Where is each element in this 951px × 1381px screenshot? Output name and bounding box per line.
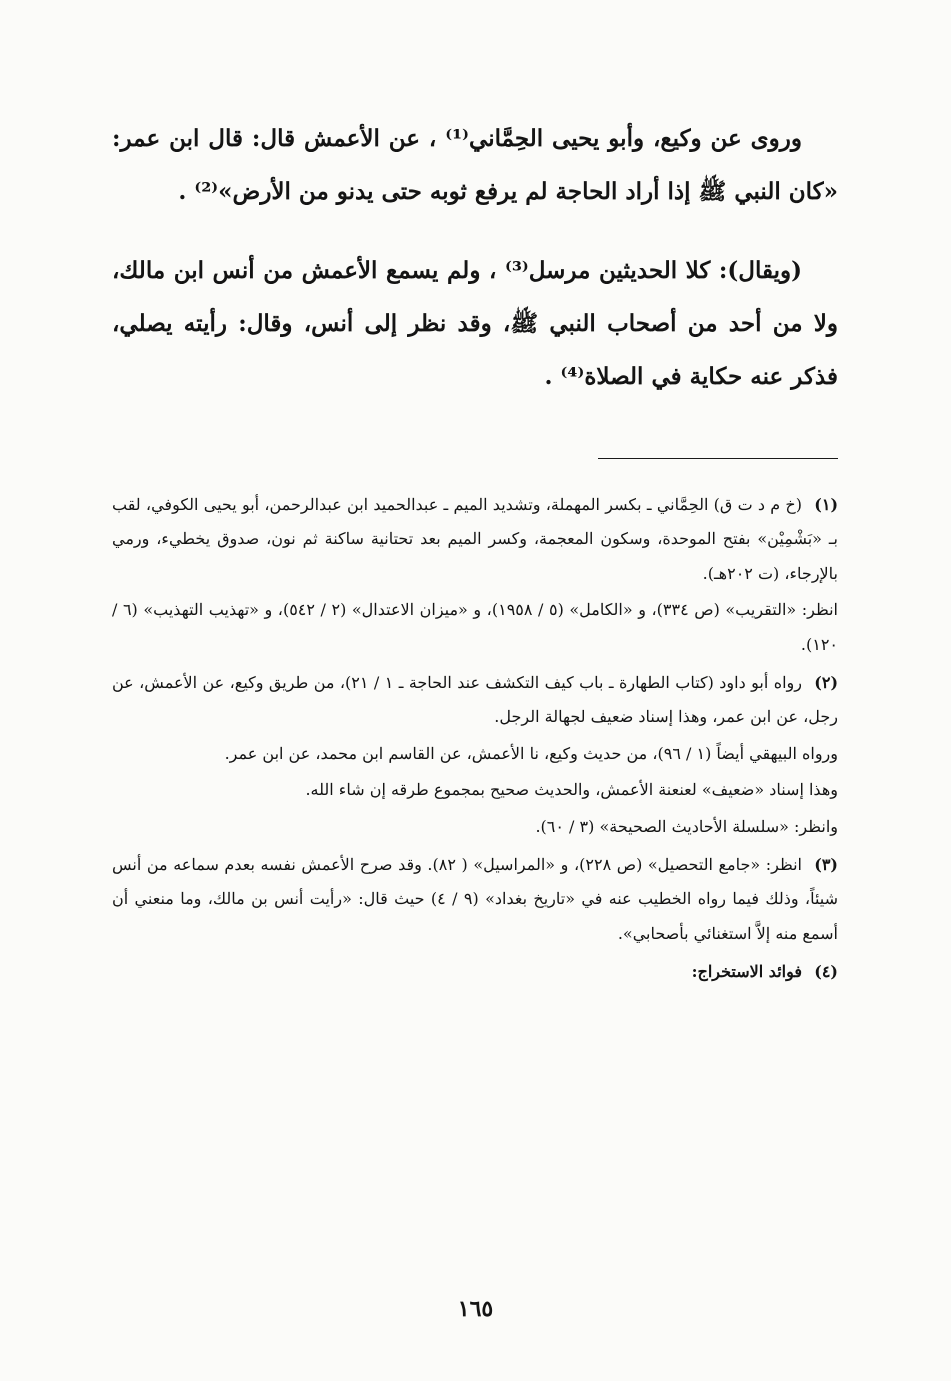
footnote-extra: ورواه البيهقي أيضاً (١ / ٩٦)، من حديث وكيع، نا الأعمش، عن القاسم ابن محمد، عن ابن عمر.: [224, 743, 838, 763]
footnote-marker: (٣): [814, 855, 838, 875]
footnote-4: [112, 955, 838, 989]
main-paragraph: [112, 244, 838, 403]
footnote-marker: (٤): [814, 962, 838, 982]
footnote-2: [112, 666, 838, 844]
main-text: [112, 112, 838, 403]
page-number: ١٦٥: [457, 1296, 494, 1322]
footnote-separator: [598, 458, 838, 459]
main-paragraph-text: وروى عن وكيع، وأبو يحيى الحِمَّاني⁽¹⁾ ، عن الأعمش قال: قال ابن عمر: «كان النبي ﷺ إذا أراد الحاجة لم يرفع ثوبه حتى يدنو من الأرض»⁽²⁾ .: [112, 125, 838, 205]
footnote-3: [112, 848, 838, 951]
footnote-1: [112, 488, 838, 662]
footnote-text: انظر: «جامع التحصيل» (ص ٢٢٨)، و «المراسيل» ( ٨٢). وقد صرح الأعمش نفسه بعدم سماعه من أنس شيئاً، وذلك فيما رواه الخطيب عنه في «تاريخ بغداد» (٩ / ٤) حيث قال: «رأيت أنس بن مالك، وما منعني أن أسمع منه إلاَّ استغنائي بأصحابي».: [112, 855, 839, 943]
footnote-text: فوائد الاستخراج:: [691, 962, 802, 982]
footnote-text: رواه أبو داود (كتاب الطهارة ـ باب كيف التكشف عند الحاجة ـ ١ / ٢١)، من طريق وكيع، عن الأعمش، عن رجل، عن ابن عمر، وهذا إسناد ضعيف لجهالة الرجل.: [112, 673, 838, 727]
main-paragraph: [112, 112, 838, 218]
footnote-marker: (٢): [814, 673, 839, 693]
footnote-extra: وهذا إسناد «ضعيف» لعنعنة الأعمش، والحديث صحيح بمجموع طرقه إن شاء الله.: [305, 780, 838, 800]
footnote-extra: انظر: «التقريب» (ص ٣٣٤)، و «الكامل» (٥ / ١٩٥٨)، و «ميزان الاعتدال» (٢ / ٥٤٢)، و «تهذيب التهذيب» (٦ / ١٢٠).: [112, 600, 838, 654]
footnotes: [112, 488, 838, 994]
footnote-marker: (١): [814, 495, 839, 514]
main-paragraph-text: (ويقال): كلا الحديثين مرسل⁽³⁾ ، ولم يسمع الأعمش من أنس ابن مالك، ولا من أحد من أصحاب النبي ﷺ، وقد نظر إلى أنس، وقال: رأيته يصلي، فذكر عنه حكاية في الصلاة⁽⁴⁾ .: [112, 257, 838, 390]
footnote-extra: وانظر: «سلسلة الأحاديث الصحيحة» (٣ / ٦٠).: [535, 816, 838, 836]
footnote-text: (خ م د ت ق) الحِمَّاني ـ بكسر المهملة، وتشديد الميم ـ عبدالحميد ابن عبدالرحمن، أبو يحيى الكوفي، لقب بـ «بَشْمِيْن» بفتح الموحدة، وسكون المعجمة، وكسر الميم بعد تحتانية ساكنة ثم نون، صدوق يخطيء، ورمي بالإرجاء، (ت ٢٠٢هـ).: [112, 495, 838, 583]
